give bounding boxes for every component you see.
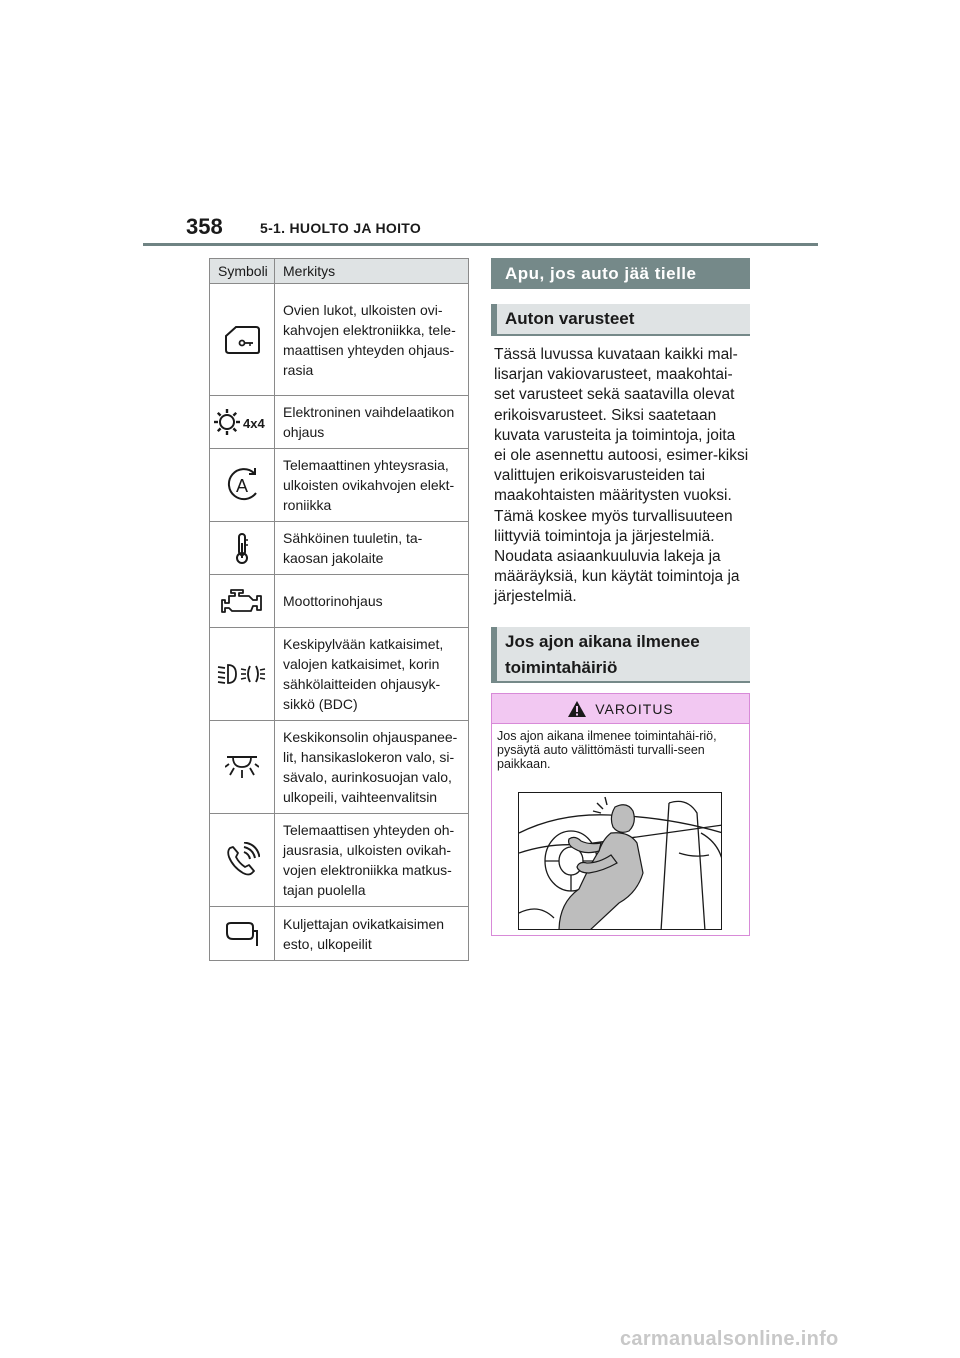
thermometer-icon (232, 531, 252, 565)
meaning-cell: Keskipylvään katkaisimet, valojen katkaisimet, korin sähkölaitteiden ohjausyk-sikkö (BDC) (275, 628, 469, 721)
heading-vehicle-equipment: Auton varusteet (491, 304, 750, 336)
equipment-description: Tässä luvussa kuvataan kaikki mal-lisarjan vakiovarusteet, maakohtai-set varusteet sekä saatavilla olevat erikoisvarusteet. Siksi saatetaan kuvata varusteita ja toimintoja, joita ei ole asennettu autoosi, esimer-kiksi valittujen erikoisvarusteiden tai maakohtaisten määritysten vuoksi. Tämä koskee myös turvallisuuteen liittyviä toimintoja ja järjestelmiä. Noudata asiaankuuluvia lakeja ja määräyksiä, kun käytät toimintoja ja järjestelmiä. (494, 346, 749, 606)
symbol-cell (210, 522, 275, 575)
meaning-cell: Kuljettajan ovikatkaisimen esto, ulkopeilit (275, 907, 469, 961)
symbol-cell (210, 396, 275, 449)
gear-4x4-label: 4x4 (243, 416, 265, 431)
table-header-row (210, 259, 469, 284)
table-row (210, 396, 469, 449)
symbol-cell (210, 575, 275, 628)
symbol-cell (210, 907, 275, 961)
symbol-table (209, 258, 469, 961)
headlight-icon (216, 662, 268, 686)
watermark: carmanualsonline.info (620, 1328, 839, 1350)
warning-header (492, 694, 749, 724)
meaning-cell: Telemaattinen yhteysrasia, ulkoisten ovikahvojen elekt-roniikka (275, 449, 469, 522)
driver-illustration (518, 792, 722, 930)
symbol-cell (210, 814, 275, 907)
warning-title: VAROITUS (595, 700, 674, 717)
warning-triangle-icon (567, 700, 587, 718)
circled-a-icon (223, 466, 261, 504)
interior-light-icon (225, 754, 259, 780)
circled-a-label: A (235, 476, 249, 496)
phone-signal-icon (224, 842, 260, 878)
warning-text: Jos ajon aikana ilmenee toimintahäi-riö, pysäytä auto välittömästi turvalli-seen paikkaan. (497, 729, 717, 771)
page-number: 358 (186, 214, 223, 239)
meaning-cell: Ovien lukot, ulkoisten ovi-kahvojen elektroniikka, tele-maattisen yhteyden ohjaus-rasia (275, 284, 469, 396)
header-rule (143, 243, 818, 246)
heading-malfunction: Jos ajon aikana ilmenee toimintahäiriö (491, 627, 750, 683)
meaning-cell: Sähköinen tuuletin, ta-kaosan jakolaite (275, 522, 469, 575)
gear-4x4-icon (213, 407, 271, 437)
meaning-cell: Moottorinohjaus (275, 575, 469, 628)
mirror-icon (224, 920, 260, 948)
door-wrench-icon (222, 324, 262, 356)
symbol-cell (210, 284, 275, 396)
warning-box (491, 693, 750, 936)
meaning-cell: Telemaattisen yhteyden oh-jausrasia, ulkoisten ovikah-vojen elektroniikka matkus-tajan puolella (275, 814, 469, 907)
symbol-cell (210, 449, 275, 522)
section-title: 5-1. HUOLTO JA HOITO (260, 220, 422, 236)
table-row (210, 522, 469, 575)
table-row (210, 284, 469, 396)
column-header-symbol: Symboli (210, 259, 275, 284)
engine-icon (221, 587, 263, 615)
section-banner: Apu, jos auto jää tielle (491, 258, 750, 289)
table-row (210, 449, 469, 522)
column-header-meaning: Merkitys (275, 259, 469, 284)
meaning-cell: Keskikonsolin ohjauspanee-lit, hansikaslokeron valo, si-sävalo, aurinkosuojan valo, ulkopeili, vaihteenvalitsin (275, 721, 469, 814)
table-row (210, 575, 469, 628)
driver-malfunction-illustration (519, 793, 722, 930)
table-row (210, 907, 469, 961)
table-row (210, 628, 469, 721)
table-row (210, 814, 469, 907)
meaning-cell: Elektroninen vaihdelaatikon ohjaus (275, 396, 469, 449)
table-row (210, 721, 469, 814)
symbol-cell (210, 721, 275, 814)
symbol-cell (210, 628, 275, 721)
